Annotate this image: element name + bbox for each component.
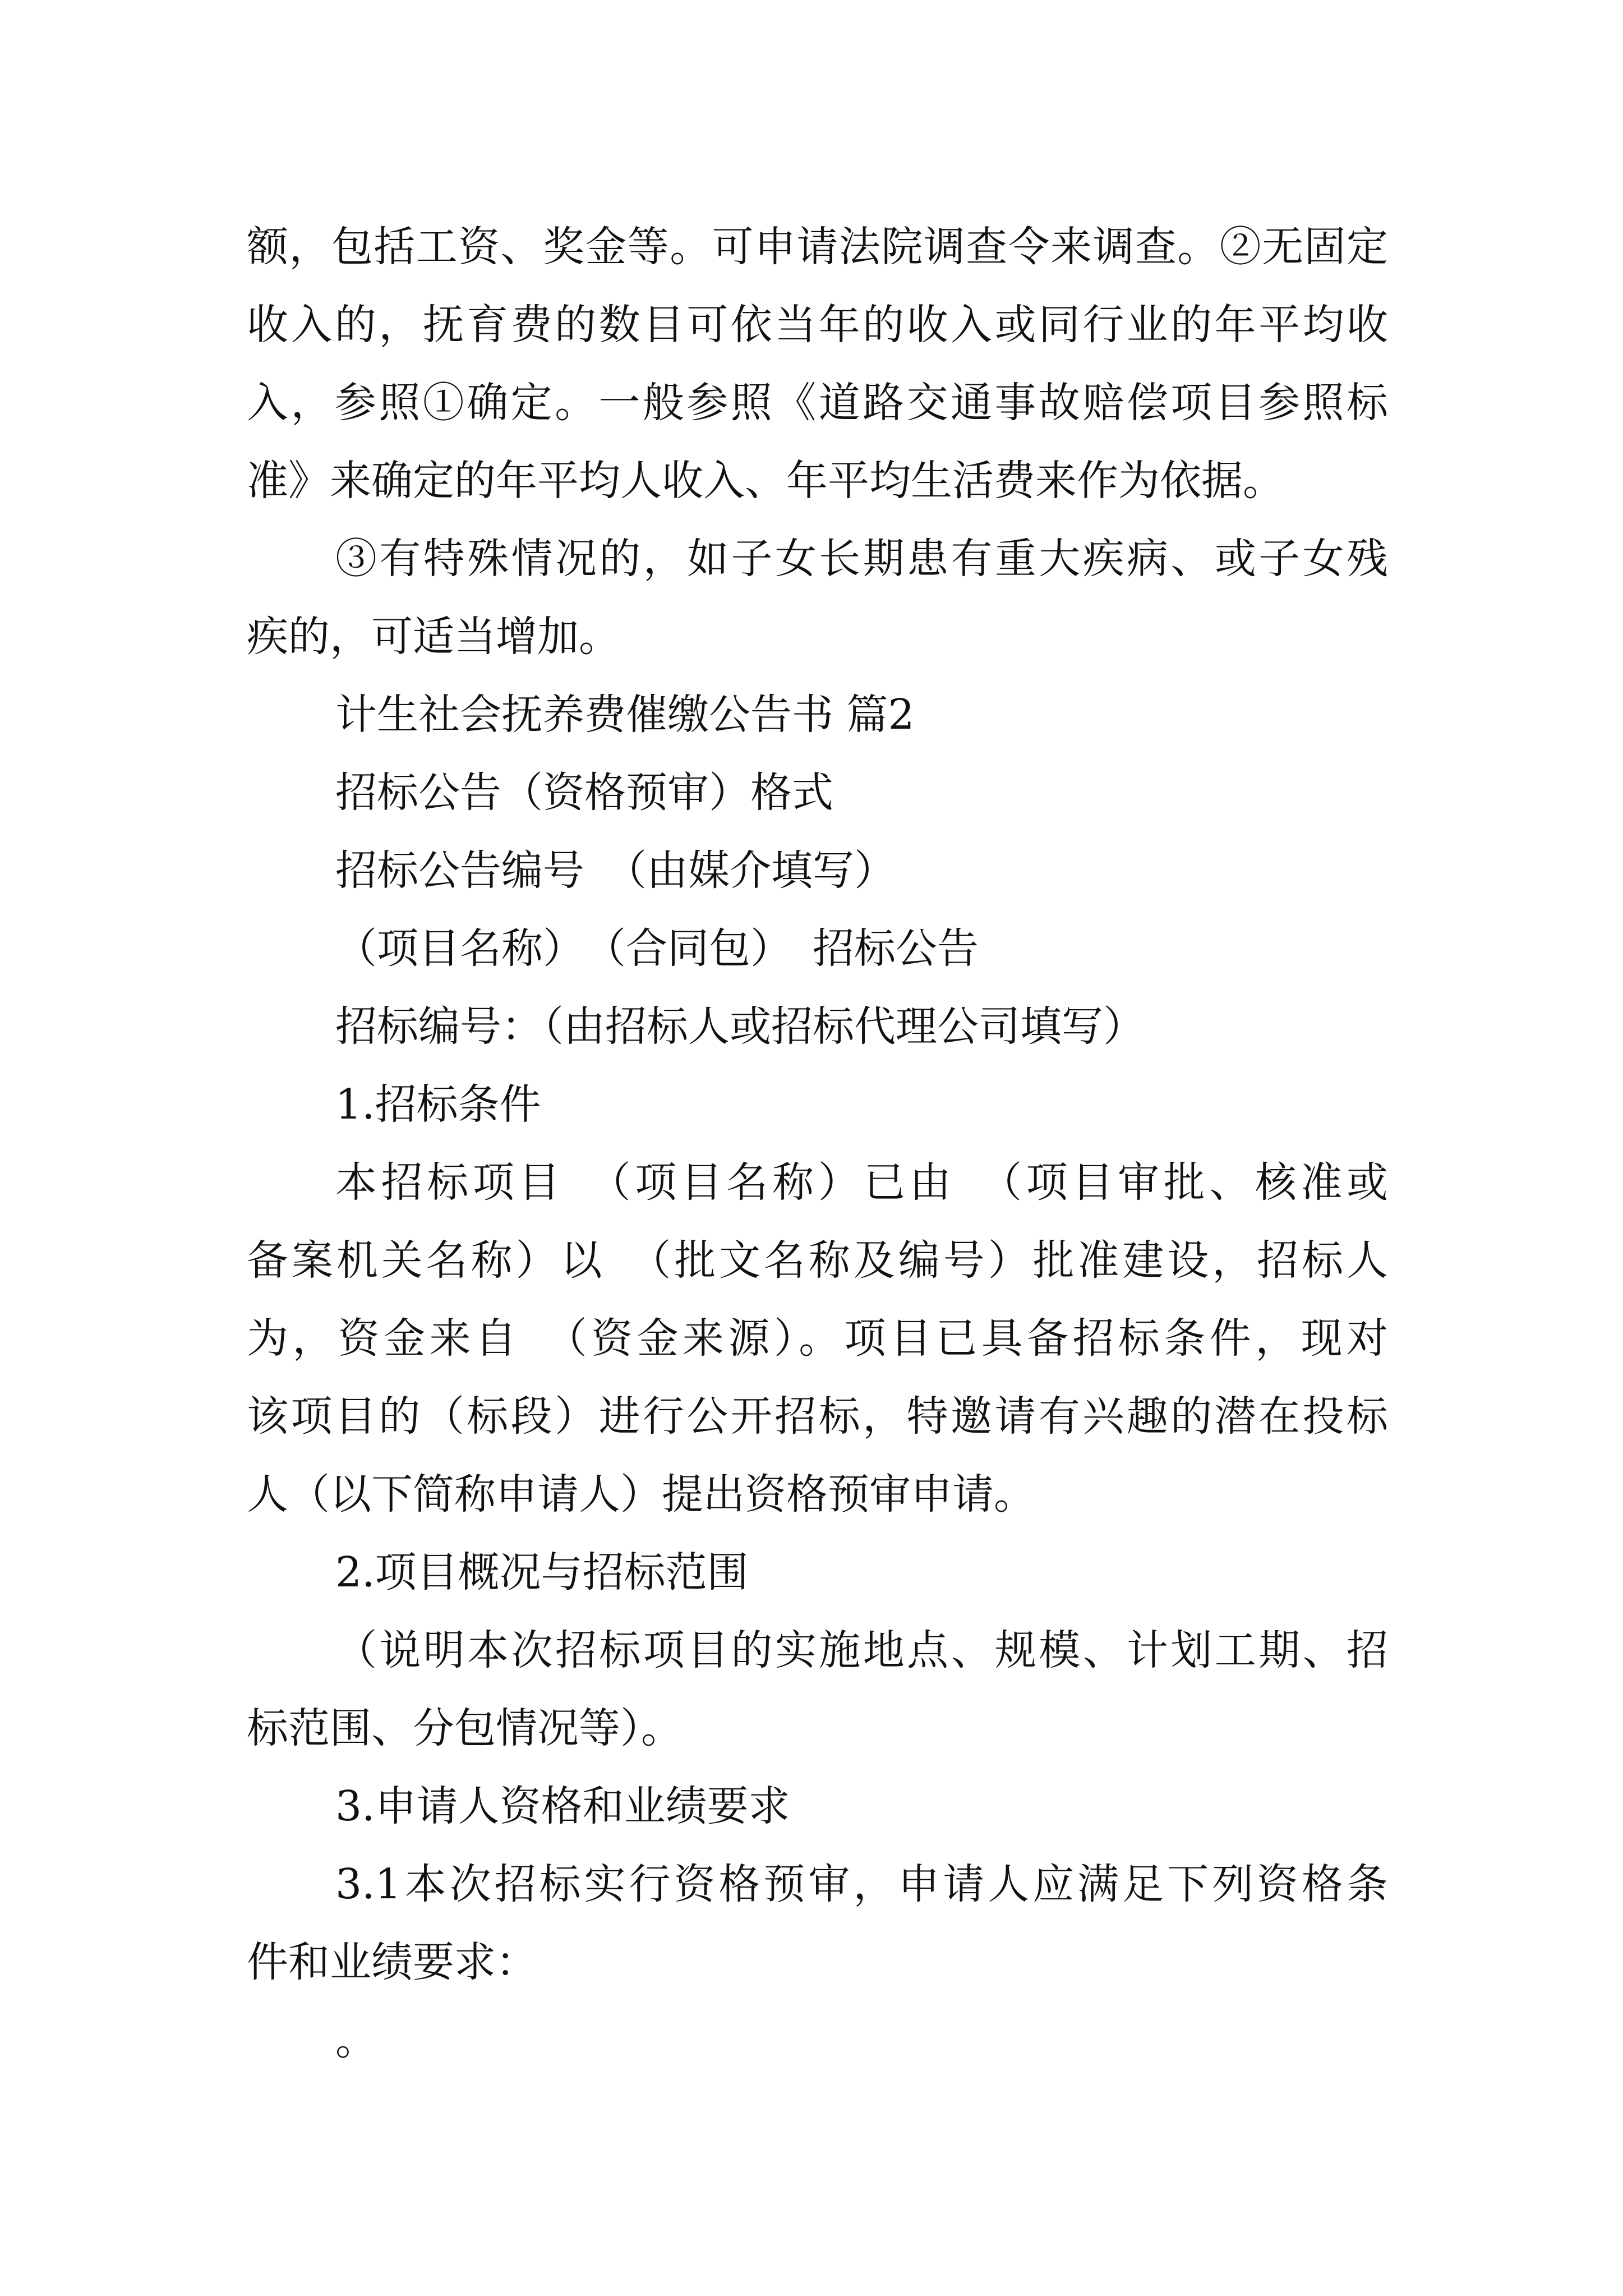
paragraph-line: 3.1本次招标实行资格预审，申请人应满足下列资格条 bbox=[335, 1860, 1388, 1908]
paragraph-line: 备案机关名称）以 （批文名称及编号）批准建设，招标人 bbox=[247, 1236, 1388, 1285]
tender-number-line: 招标编号：（由招标人或招标代理公司填写） bbox=[335, 1002, 1145, 1051]
paragraph-line: 疾的，可适当增加。 bbox=[247, 613, 620, 661]
paragraph-line: 件和业绩要求： bbox=[247, 1938, 537, 1986]
paragraph-line: 收入的，抚育费的数目可依当年的收入或同行业的年平均收 bbox=[247, 301, 1388, 349]
notice-number-line: 招标公告编号 （由媒介填写） bbox=[335, 846, 896, 895]
section-heading: 计生社会抚养费催缴公告书 篇2 bbox=[335, 691, 915, 739]
paragraph-line: ③有特殊情况的，如子女长期患有重大疾病、或子女残 bbox=[335, 535, 1388, 583]
paragraph-line: 标范围、分包情况等）。 bbox=[247, 1704, 683, 1752]
paragraph-line: 额，包括工资、奖金等。可申请法院调查令来调查。②无固定 bbox=[247, 223, 1388, 271]
section-heading-3: 3.申请人资格和业绩要求 bbox=[335, 1782, 790, 1830]
paragraph-line: （说明本次招标项目的实施地点、规模、计划工期、招 bbox=[335, 1626, 1388, 1674]
section-heading-1: 1.招标条件 bbox=[335, 1080, 541, 1129]
paragraph-line: 入，参照①确定。一般参照《道路交通事故赔偿项目参照标 bbox=[247, 379, 1388, 427]
paragraph-line: 该项目的（标段）进行公开招标，特邀请有兴趣的潜在投标 bbox=[247, 1392, 1388, 1441]
document-subtitle: 招标公告（资格预审）格式 bbox=[335, 769, 833, 817]
paragraph-line: 。 bbox=[335, 2016, 377, 2064]
section-heading-2: 2.项目概况与招标范围 bbox=[335, 1548, 749, 1596]
notice-title-line: （项目名称） （合同包） 招标公告 bbox=[335, 924, 979, 973]
paragraph-line: 准》来确定的年平均人收入、年平均生活费来作为依据。 bbox=[247, 457, 1284, 505]
paragraph-line: 为，资金来自 （资金来源）。项目已具备招标条件，现对 bbox=[247, 1314, 1388, 1363]
paragraph-line: 人（以下简称申请人）提出资格预审申请。 bbox=[247, 1470, 1035, 1519]
paragraph-line: 本招标项目 （项目名称）已由 （项目审批、核准或 bbox=[335, 1158, 1388, 1207]
